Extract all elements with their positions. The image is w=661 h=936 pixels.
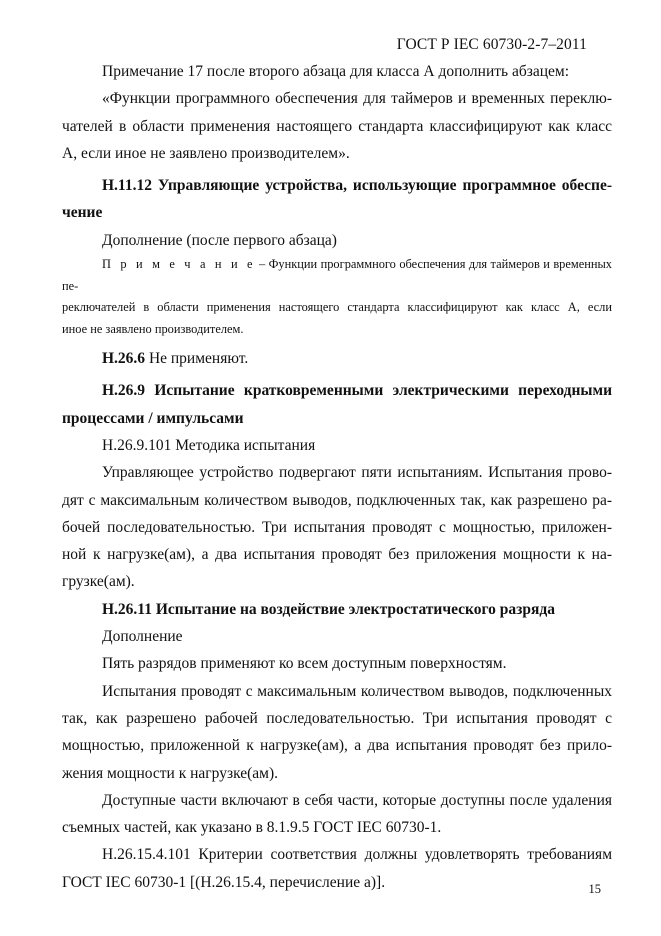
paragraph: чателей в области применения настоящего стандарта классифицируют как класс bbox=[62, 117, 612, 135]
paragraph: Примечание 17 после второго абзаца для класса А дополнить абзацем: bbox=[102, 63, 570, 80]
paragraph: Испытания проводят с максимальным количеством выводов, подключенных bbox=[102, 682, 612, 700]
note-line: реключателей в области применения настоящего стандарта классифицируют как класс А, если bbox=[62, 300, 612, 315]
paragraph: ГОСТ IEC 60730-1 [(Н.26.15.4, перечисление а)]. bbox=[62, 873, 386, 891]
paragraph: Пять разрядов применяют ко всем доступным поверхностям. bbox=[102, 655, 507, 673]
note-line: иное не заявлено производителем. bbox=[62, 321, 244, 336]
clause-number: Н.26.6 bbox=[102, 350, 146, 368]
section-heading: Н.11.12 Управляющие устройства, использующие программное обеспе- bbox=[102, 177, 612, 195]
section-heading: процессами / импульсами bbox=[62, 409, 244, 427]
paragraph: бочей последовательностью. Три испытания проводят с мощностью, приложен- bbox=[62, 518, 612, 536]
paragraph: Н.26.15.4.101 Критерии соответствия должны удовлетворять требованиям bbox=[102, 846, 612, 864]
paragraph bbox=[62, 345, 612, 372]
paragraph: мощностью, приложенной к нагрузке(ам), а два испытания проводят без прило- bbox=[62, 737, 612, 755]
paragraph: «Функции программного обеспечения для таймеров и временных переклю- bbox=[102, 90, 612, 108]
paragraph: Доступные части включают в себя части, которые доступны после удаления bbox=[102, 791, 612, 809]
clause-text: Не применяют. bbox=[145, 350, 249, 368]
paragraph: дят с максимальным количеством выводов, подключенных так, как разрешено ра- bbox=[62, 491, 612, 509]
document-header: ГОСТ Р IEC 60730-2-7–2011 bbox=[396, 36, 587, 53]
page-number: 15 bbox=[588, 882, 601, 896]
note-line bbox=[62, 254, 612, 297]
paragraph: Дополнение (после первого абзаца) bbox=[102, 231, 337, 249]
paragraph: жения мощности к нагрузке(ам). bbox=[62, 764, 278, 782]
note-text: – Функции программного обеспечения для таймеров и временных пе- bbox=[62, 257, 612, 293]
paragraph: А, если иное не заявлено производителем». bbox=[62, 144, 350, 162]
section-heading: Н.26.11 Испытание на воздействие электростатического разряда bbox=[102, 600, 555, 618]
paragraph: ной к нагрузке(ам), а два испытания проводят без приложения мощности к на- bbox=[62, 546, 612, 564]
paragraph: Управляющее устройство подвергают пяти испытаниям. Испытания прово- bbox=[102, 464, 612, 482]
note-label: П р и м е ч а н и е bbox=[102, 257, 256, 272]
paragraph: Н.26.9.101 Методика испытания bbox=[102, 436, 316, 454]
section-heading: Н.26.9 Испытание кратковременными электрическими переходными bbox=[102, 382, 612, 400]
document-body bbox=[62, 58, 612, 896]
paragraph: съемных частей, как указано в 8.1.9.5 ГОСТ IEC 60730-1. bbox=[62, 819, 442, 837]
paragraph: грузке(ам). bbox=[62, 573, 135, 591]
section-heading: чение bbox=[62, 204, 103, 222]
paragraph: Дополнение bbox=[102, 628, 183, 646]
paragraph: так, как разрешено рабочей последовательностью. Три испытания проводят с bbox=[62, 709, 612, 727]
note bbox=[62, 254, 612, 340]
